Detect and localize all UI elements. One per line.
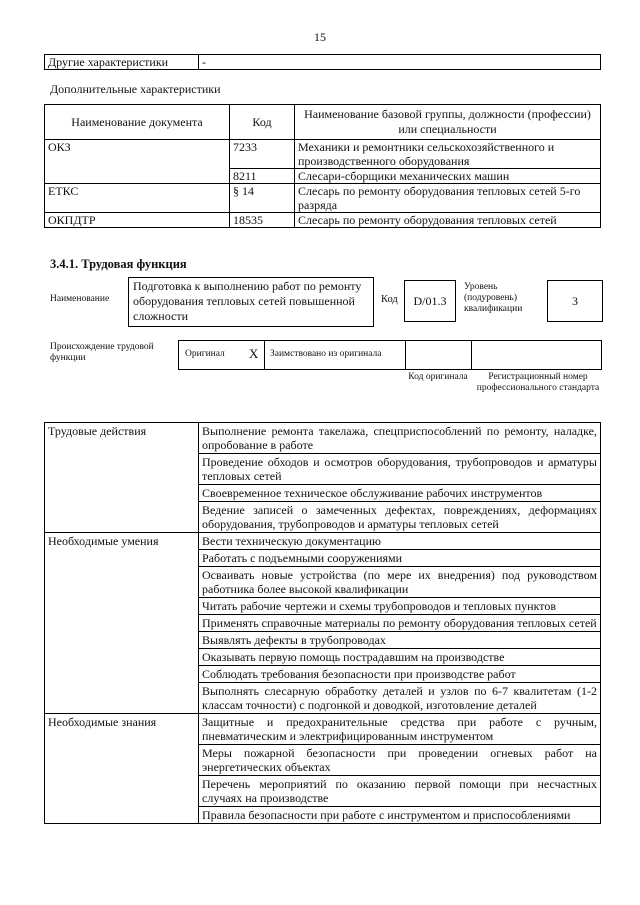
skill-item: Работать с подъемными сооружениями [199,550,601,567]
reg-number-caption: Регистрационный номер профессионального стандарта [476,372,600,393]
level-value: 3 [572,294,578,308]
function-code-box [404,280,456,322]
okpdtr-name: Слесарь по ремонту оборудования тепловых сетей [295,213,601,228]
skill-item: Оказывать первую помощь пострадавшим на производстве [199,649,601,666]
origin-divider-3 [471,341,472,369]
origin-divider-2 [405,341,406,369]
other-characteristics-label: Другие характеристики [45,55,199,70]
origin-label: Происхождение трудовой функции [50,342,154,363]
skill-item: Вести техническую документацию [199,533,601,550]
skill-item: Читать рабочие чертежи и схемы трубопроводов и тепловых пунктов [199,598,601,615]
original-label: Оригинал [185,349,225,359]
doc-etks: ЕТКС [45,184,230,213]
origin-divider-1 [264,341,265,369]
code-label: Код [381,294,398,305]
okpdtr-code: 18535 [230,213,295,228]
skill-item: Осваивать новые устройства (по мере их внедрения) под руководством работника более высокой квалификации [199,567,601,598]
skill-item: Соблюдать требования безопасности при производстве работ [199,666,601,683]
okz-name-2: Слесари-сборщики механических машин [295,169,601,184]
original-mark: X [249,346,259,361]
okz-code-1: 7233 [230,140,295,169]
knowledge-item: Правила безопасности при работе с инструментом и приспособлениями [199,807,601,824]
code-original-caption: Код оригинала [408,372,468,382]
skill-item: Применять справочные материалы по ремонту оборудования тепловых сетей [199,615,601,632]
skill-item: Выявлять дефекты в трубопроводах [199,632,601,649]
other-characteristics-value: - [199,55,601,70]
okz-code-2: 8211 [230,169,295,184]
knowledge-item: Перечень мероприятий по оказанию первой помощи при несчастных случаях на производстве [199,776,601,807]
doc-okz: ОКЗ [45,140,230,184]
header-group-name: Наименование базовой группы, должности (профессии) или специальности [295,105,601,140]
other-characteristics-table [44,54,601,70]
level-box [547,280,603,322]
additional-characteristics-table [44,104,601,228]
function-code-value: D/01.3 [413,294,447,308]
header-doc-name: Наименование документа [45,105,230,140]
knowledge-item: Меры пожарной безопасности при проведении огневых работ на энергетических объектах [199,745,601,776]
actions-label: Трудовые действия [45,423,199,533]
knowledge-label: Необходимые знания [45,714,199,824]
function-name-value: Подготовка к выполнению работ по ремонту оборудования тепловых сетей повышенной сложности [133,279,362,323]
action-item: Своевременное техническое обслуживание рабочих инструментов [199,485,601,502]
skills-label: Необходимые умения [45,533,199,714]
header-code: Код [230,105,295,140]
name-label: Наименование [50,294,110,304]
page-number: 15 [314,30,326,44]
okz-name-1: Механики и ремонтники сельскохозяйственного и производственного оборудования [295,140,601,169]
action-item: Выполнение ремонта такелажа, спецприспособлений по ремонту, наладке, опробование в работе [199,423,601,454]
action-item: Проведение обходов и осмотров оборудования, трубопроводов и арматуры тепловых сетей [199,454,601,485]
doc-okpdtr: ОКПДТР [45,213,230,228]
action-item: Ведение записей о замеченных дефектах, повреждениях, деформациях оборудования, трубопроводов и арматуры тепловых сетей [199,502,601,533]
level-label: Уровень (подуровень) квалификации [464,282,523,314]
borrowed-label: Заимствовано из оригинала [270,349,382,359]
section-heading: 3.4.1. Трудовая функция [50,257,187,271]
function-details-table [44,422,601,824]
origin-box [178,340,602,370]
additional-characteristics-title: Дополнительные характеристики [50,82,221,96]
etks-code: § 14 [230,184,295,213]
knowledge-item: Защитные и предохранительные средства при работе с ручным, пневматическим и электрифицированным инструментом [199,714,601,745]
skill-item: Выполнять слесарную обработку деталей и узлов по 6-7 квалитетам (1-2 классам точности) с подгонкой и доводкой, изготовление деталей [199,683,601,714]
function-name-box [128,277,374,327]
etks-name: Слесарь по ремонту оборудования тепловых сетей 5-го разряда [295,184,601,213]
